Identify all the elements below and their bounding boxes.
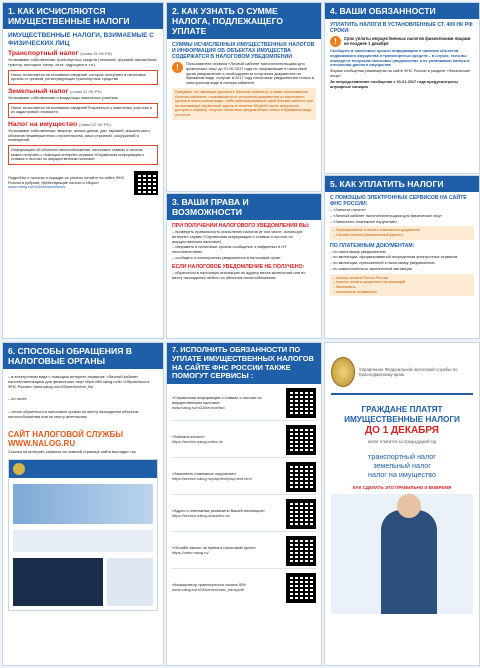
section-2-extra: Граждане, не имеющие доступа к Личному кабинету, а также пользователи Личного кабинета, отказавшиеся от получения документов от налогового органа в электронном виде, либо заблокировавшие свой Личный кабинет или не сменившие первичный пароль в течение 30 дней после получения доступа к сервису, получат налоговые уведомления только в бумажном виде по почте. <box>172 88 316 120</box>
box-item: – Онлайн оплата (безналичный расчет) <box>333 232 403 237</box>
site-banner <box>13 484 153 524</box>
box-item-text: пункты оплаты Почты России <box>336 275 389 280</box>
transport-tax-code: (глава 28 НК РФ) <box>80 51 112 56</box>
service-name: «Онлайн запись на прием в налоговый орган» <box>172 545 256 551</box>
land-tax-code: (глава 31 НК РФ) <box>70 88 102 94</box>
section-1-title: 1. КАК ИСЧИСЛЯЮТСЯ ИМУЩЕСТВЕННЫЕ НАЛОГИ <box>3 3 163 29</box>
section-3 <box>166 193 322 339</box>
fns-emblem-icon <box>331 357 355 387</box>
section-4-title: 4. ВАШИ ОБЯЗАННОСТИ <box>325 3 479 19</box>
site-header-bar <box>9 460 157 478</box>
box-item: – Формирование и печать платежного документа <box>333 228 420 233</box>
transport-tax-box: Налог исчисляется на основании сведений, которые поступают в налоговые органы от органов, регистрирующих транспортные средства <box>8 70 158 85</box>
list-item-text: «Личный кабинет налогоплательщика для физических лиц» <box>333 212 442 218</box>
service-text <box>172 546 286 555</box>
box-item: – пункты оплаты Почты России <box>333 275 389 280</box>
list-item-text: «Заплати налоги» <box>333 207 366 212</box>
service-url[interactable]: https://service.nalog.ru/addrno.do <box>172 513 230 519</box>
list-item: – сообщить о неполучении уведомления в налоговый орган <box>172 254 281 260</box>
warning-icon: ! <box>172 62 183 73</box>
list-item-text: по почте <box>11 396 27 402</box>
section-5-sub1: С ПОМОЩЬЮ ЭЛЕКТРОННЫХ СЕРВИСОВ НА САЙТЕ ФНС РОССИИ: <box>330 195 467 207</box>
list-item: – «Личный кабинет налогоплательщика для физических лиц» <box>330 212 442 218</box>
deadline-row <box>330 36 474 47</box>
site-screenshot <box>8 459 158 611</box>
list-item-text: «Заполнить платежное поручение» <box>333 218 398 224</box>
deadline-text: Срок уплаты имущественных налогов физическими лицами не позднее 1 декабря <box>344 35 471 46</box>
section-7 <box>166 342 322 666</box>
promo-org-row <box>331 357 473 387</box>
site-services-strip <box>13 530 153 552</box>
section-2-info <box>172 62 316 86</box>
section-7-title: 7. ИСПОЛНИТЬ ОБЯЗАННОСТИ ПО УПЛАТЕ ИМУЩЕСТВЕННЫХ НАЛОГОВ НА САЙТЕ ФНС РОССИИ ТАКЖЕ ПОМОГУТ СЕРВИСЫ : <box>167 343 321 384</box>
section-4-report: Сообщить в налоговые органы информацию о наличии объектов недвижимого имущества и транспортных средств – в случае, если вы никогда не получали налоговое уведомление и не уплачивали налоги в отношении данного имущества <box>330 48 470 68</box>
property-tax-title <box>8 121 158 128</box>
list-item: – по квитанции, сформированной посредством электронных сервисов <box>330 254 458 260</box>
person-figure <box>381 510 437 614</box>
qr-code-icon <box>286 499 316 529</box>
land-tax-desc: Уплачивают собственники и владельцы земельных участков <box>8 94 118 100</box>
promo-org: Управление Федеральной налоговой службы по Краснодарскому краю <box>359 366 458 377</box>
site-logo-icon <box>13 463 25 475</box>
box-item-text: Формирование и печать платежного документа <box>336 228 420 233</box>
promo-tax-list <box>325 452 479 479</box>
list-item: – по налоговому уведомлению <box>330 248 386 254</box>
list-item: – «Заплати налоги» <box>330 207 366 212</box>
list-item-text: направить в налоговые органы сообщение о найденных в НУ несоответствиях <box>172 244 287 255</box>
list-item-text: по самостоятельно заполненной квитанции <box>333 265 412 271</box>
section-5-box1 <box>330 226 474 239</box>
service-url[interactable]: https://service.nalog.ru/tax.do <box>172 439 223 445</box>
qr-code-icon <box>286 462 316 492</box>
service-row[interactable] <box>172 534 316 569</box>
person-head <box>397 494 421 518</box>
site-desc: Ссылка на интернет-сервисы на главной странице сайта выглядит так <box>8 448 136 454</box>
section-2 <box>166 2 322 192</box>
box-item: – банкоматы <box>333 284 356 289</box>
property-tax-code: (глава 32 НК РФ) <box>79 121 111 127</box>
list-item: – направить в налоговые органы сообщение о найденных в НУ несоответствиях <box>172 244 287 255</box>
service-row[interactable] <box>172 497 316 532</box>
promo-tax-item: земельный налог <box>373 461 431 471</box>
list-item: – «Заполнить платежное поручение» <box>330 218 398 224</box>
transport-tax-name: Транспортный налог <box>8 50 79 57</box>
promo-deadline: ДО 1 ДЕКАБРЯ <box>365 425 439 437</box>
service-row[interactable] <box>172 460 316 495</box>
list-item-text: по квитанции, сформированной посредством электронных сервисов <box>333 254 458 260</box>
service-url[interactable]: www.nalog.ru/rn23/service/tax/ <box>172 404 225 410</box>
list-item-text: по налоговому уведомлению <box>333 248 386 254</box>
section-3-sub2: ЕСЛИ НАЛОГОВОЕ УВЕДОМЛЕНИЕ НЕ ПОЛУЧЕНО: <box>172 263 305 270</box>
land-tax-name: Земельный налог <box>8 87 69 95</box>
section-2-lead: СУММЫ ИСЧИСЛЕННЫХ ИМУЩЕСТВЕННЫХ НАЛОГОВ И ИНФОРМАЦИЯ ОБ ОБЪЕКТАХ ИМУЩЕСТВА СОДЕРЖАТСЯ В НАЛОГОВОМ УВЕДОМЛЕНИИ <box>172 42 315 60</box>
section-1-note <box>8 171 158 195</box>
note-url[interactable]: www.nalog.ru/rn23/taxation/taxes <box>8 184 66 190</box>
section-2-title: 2. КАК УЗНАТЬ О СУММЕ НАЛОГА, ПОДЛЕЖАЩЕГО УПЛАТЕ <box>167 3 321 39</box>
transport-tax-desc: Уплачивают собственники транспортных средств (легковой, грузовой автомобили, трактор, мотоцикл, катер, яхта, гидроцикл и т.п.) <box>8 57 158 67</box>
promo-footer: КАК СДЕЛАТЬ ЭТО ПРАВИЛЬНО И ВОВРЕМЯ <box>352 485 452 491</box>
land-tax-title <box>8 88 158 95</box>
service-name: «Калькулятор транспортного налога ФЛ» <box>172 582 247 588</box>
section-6-title: 6. СПОСОБЫ ОБРАЩЕНИЯ В НАЛОГОВЫЕ ОРГАНЫ <box>3 343 163 369</box>
service-url[interactable]: https://service.nalog.ru/payment/payment.html <box>172 476 252 482</box>
qr-code-icon <box>286 388 316 418</box>
box-item-text: Онлайн оплата (безналичный расчет) <box>336 232 403 237</box>
section-4-form: Формы сообщения размещены на сайте ФНС России в разделе «Физические лица» <box>330 68 471 78</box>
section-5 <box>324 175 480 339</box>
section-5-title: 5. КАК УПЛАТИТЬ НАЛОГИ <box>325 176 479 192</box>
service-row[interactable] <box>172 386 316 421</box>
list-item-text: обратиться в налоговую инспекцию по адресу места жительства или по месту нахождения любого из объектов налогообложения <box>172 269 306 280</box>
promo-photo <box>331 494 473 614</box>
section-4-fine: За непредставление сообщения с 01.01.2017 года предусмотрены штрафные санкции <box>330 78 458 89</box>
site-content-block <box>13 558 103 606</box>
site-title: САЙТ НАЛОГОВОЙ СЛУЖБЫ WWW.NALOG.RU <box>8 429 124 448</box>
qr-code-icon <box>286 573 316 603</box>
list-item-text: в электронном виде с помощью интернет-сервисов: «Личный кабинет налогоплательщика для физических лиц» https://lkfl.nalog.ru/lk/ «Обратиться в ФНС России» www.nalog.ru/rn23/service/obr_fts/ <box>8 374 150 389</box>
box-item-text: платежные терминалы <box>336 289 377 294</box>
land-tax-box: Налог исчисляется на основании сведений Росреестра о земельных участках и их кадастровой стоимости <box>8 103 158 118</box>
service-url[interactable]: www.nalog.ru/rn23/service/calc_transport/ <box>172 587 245 593</box>
section-1-subtitle: ИМУЩЕСТВЕННЫЕ НАЛОГИ, ВЗИМАЕМЫЕ С ФИЗИЧЕСКИХ ЛИЦ <box>8 32 154 47</box>
service-url[interactable]: https://order.nalog.ru/ <box>172 550 209 556</box>
property-tax-name: Налог на имущество <box>8 120 78 128</box>
service-text <box>172 396 286 410</box>
service-name: «Справочная информация о ставках и льготах по имущественным налогам» <box>172 395 262 405</box>
service-text <box>172 435 286 444</box>
property-tax-desc: Уплачивают собственники: квартир, жилых домов, дач, гаражей, машино-мест, объектов незавершенного строительства, иных строений, сооружений и помещений <box>8 127 151 143</box>
divider <box>331 393 473 395</box>
qr-code-icon <box>134 171 158 195</box>
promo-note: налог платится за предыдущий год <box>367 439 437 445</box>
list-item-text: сообщить о неполучении уведомления в налоговый орган <box>175 254 281 260</box>
section-1-note-text <box>8 176 131 190</box>
note-text: Подробно о налогах и порядке их уплаты читайте на сайте ФНС России в рубрике «Действующие налоги и сборы» <box>8 174 125 185</box>
list-item: – по квитанции, приложенной к налоговому уведомлению <box>330 260 435 266</box>
section-2-info-text: Пользователи сервиса «Личный кабинет налогоплательщика для физических лиц» до 01.06.2017 года не направившие в налоговый орган уведомление о необходимости получения документов на бумажном виде, получат в 2017 году налоговые уведомления только в электронном виде в личном кабинете <box>186 61 315 86</box>
service-text <box>172 583 286 592</box>
section-1 <box>2 2 164 339</box>
section-5-box2 <box>330 274 474 296</box>
service-name: «Заплати налоги» <box>172 434 205 440</box>
qr-code-icon <box>286 425 316 455</box>
promo-tax-item: налог на имущество <box>368 470 436 480</box>
section-5-sub2: ПО ПЛАТЕЖНЫМ ДОКУМЕНТАМ: <box>330 242 415 249</box>
box-item-text: пункты оплаты кредитных организаций <box>336 280 406 285</box>
service-row[interactable] <box>172 423 316 458</box>
promo-headline: ГРАЖДАНЕ ПЛАТЯТ ИМУЩЕСТВЕННЫЕ НАЛОГИ <box>344 405 460 424</box>
service-name: «Адрес и платежные реквизиты Вашей инспекции» <box>172 508 265 514</box>
box-item: – платежные терминалы <box>333 289 377 294</box>
section-4 <box>324 2 480 174</box>
list-item: – по самостоятельно заполненной квитанции <box>330 265 412 271</box>
list-item: – в электронном виде с помощью интернет-сервисов: «Личный кабинет налогоплательщика для физических лиц» https://lkfl.nalog.ru/lk/ «Обратиться в ФНС России» www.nalog.ru/rn23/service/obr_fts/ <box>8 374 150 389</box>
promo-panel <box>324 342 480 666</box>
list-item: – проверить правильность исчисления налогов (в том числе, используя интернет-сервис «Справочная информация о ставках и льготах по имущественным налогам») <box>172 229 303 244</box>
property-tax-box: Информацию об объектах налогообложения, налоговых ставках и льготах можно получить с помощью интернет-сервиса «Справочная информация о ставках и льготах по имущественным налогам» <box>8 145 158 165</box>
service-text <box>172 472 286 481</box>
box-item: – пункты оплаты кредитных организаций <box>333 280 406 285</box>
section-3-title: 3. ВАШИ ПРАВА И ВОЗМОЖНОСТИ <box>167 194 321 220</box>
list-item: – лично обратиться в налоговые органы по месту нахождения объектов налогообложения или по месту жительства <box>8 409 139 419</box>
service-text <box>172 509 286 518</box>
transport-tax-title <box>8 50 158 57</box>
site-content-side <box>107 558 153 606</box>
section-4-pay: УПЛАТИТЬ НАЛОГИ В УСТАНОВЛЕННЫЕ СТ. 409 НК РФ СРОКИ: <box>330 22 473 34</box>
promo-tax-item: транспортный налог <box>368 452 436 462</box>
list-item-text: лично обратиться в налоговые органы по месту нахождения объектов налогообложения или по месту жительства <box>8 409 139 419</box>
list-item-text: по квитанции, приложенной к налоговому уведомлению <box>333 260 435 266</box>
box-item-text: банкоматы <box>336 284 356 289</box>
section-6 <box>2 342 164 666</box>
qr-code-icon <box>286 536 316 566</box>
list-item: – обратиться в налоговую инспекцию по адресу места жительства или по месту нахождения любого из объектов налогообложения <box>172 269 306 280</box>
warning-icon: ! <box>330 36 341 47</box>
list-item: – по почте <box>8 396 27 402</box>
list-item-text: проверить правильность исчисления налогов (в том числе, используя интернет-сервис «Справочная информация о ставках и льготах по имущественным налогам») <box>172 229 303 244</box>
section-3-sub1: ПРИ ПОЛУЧЕНИИ НАЛОГОВОГО УВЕДОМЛЕНИЯ ВЫ: <box>172 223 310 229</box>
service-name: «Заполнить платежное поручение» <box>172 471 236 477</box>
service-row[interactable] <box>172 571 316 605</box>
